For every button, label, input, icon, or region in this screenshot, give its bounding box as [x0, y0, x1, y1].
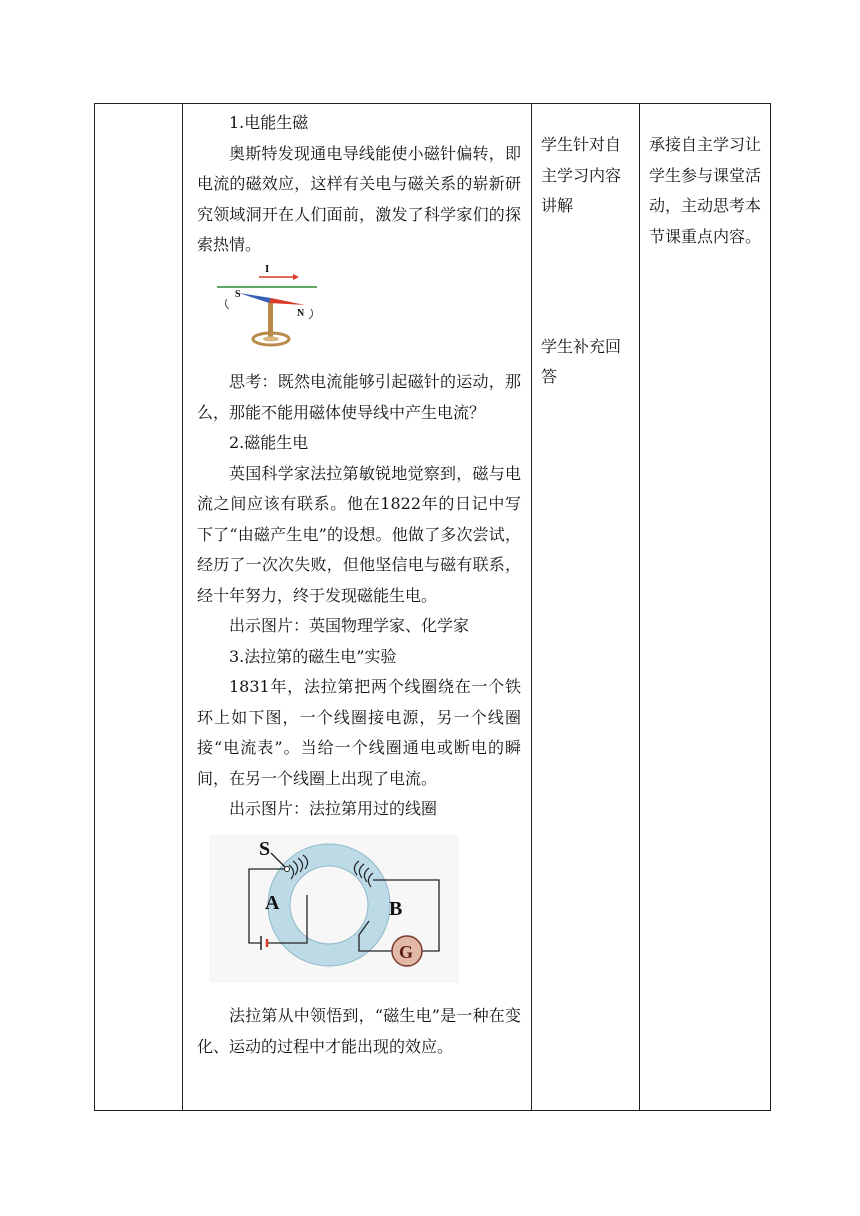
paragraph-experiment-1831: 1831年，法拉第把两个线圈绕在一个铁环上如下图，一个线圈接电源，另一个线圈接“电流表”。当给一个线圈通电或断电的瞬间，在另一个线圈上出现了电流。	[197, 677, 521, 788]
compass-needle-illustration	[217, 265, 327, 355]
lesson-table	[94, 103, 771, 1111]
figure-oersted-experiment	[197, 261, 521, 368]
blank-column	[95, 104, 183, 1111]
current-label: I	[265, 264, 270, 275]
current-arrow-head	[293, 274, 299, 280]
content-column	[183, 104, 532, 1111]
paragraph-show-picture-2: 出示图片：法拉第用过的线圈	[229, 799, 438, 818]
meter-label: G	[399, 941, 414, 962]
student-note-2: 学生补充回答	[541, 336, 622, 386]
design-intent-column	[640, 104, 771, 1111]
needle-north-half	[269, 298, 305, 305]
figure-faraday-ring	[197, 825, 521, 1002]
paragraph-oersted: 奥斯特发现通电导线能使小磁针偏转，即电流的磁效应，这样有关电与磁关系的崭新研究领域洞开在人们面前，激发了科学家们的探索热情。	[197, 143, 521, 254]
student-activity-column	[532, 104, 640, 1111]
paragraph-conclusion: 法拉第从中领悟到，“磁生电”是一种在变化、运动的过程中才能出现的效应。	[197, 1006, 521, 1056]
switch-label: S	[259, 837, 271, 860]
coil-b-label: B	[389, 897, 403, 920]
needle-south-half	[239, 293, 271, 303]
paragraph-thinking-question: 思考：既然电流能够引起磁针的运动，那么，那能不能用磁体使导线中产生电流？	[197, 372, 521, 422]
heading-electricity-to-magnetism: 1.电能生磁	[229, 113, 309, 132]
south-label: S	[235, 288, 241, 300]
paragraph-faraday-history: 英国科学家法拉第敏锐地觉察到，磁与电流之间应该有联系。他在1822年的日记中写下了“由磁产生电”的设想。他做了多次尝试，经历了一次次失败，但他坚信电与磁有联系，经十年努力，终于发现磁能生电。	[197, 463, 521, 605]
intent-note-1: 承接自主学习让学生参与课堂活动，主动思考本节课重点内容。	[649, 135, 762, 246]
induction-ring-illustration	[209, 835, 459, 983]
paragraph-show-picture-1: 出示图片：英国物理学家、化学家	[229, 616, 470, 635]
coil-a-label: A	[265, 891, 280, 914]
student-note-1: 学生针对自主学习内容讲解	[541, 135, 622, 215]
heading-faraday-experiment: 3.法拉第的磁生电”实验	[229, 646, 397, 666]
heading-magnetism-to-electricity: 2.磁能生电	[229, 433, 309, 452]
north-label: N	[297, 307, 305, 319]
